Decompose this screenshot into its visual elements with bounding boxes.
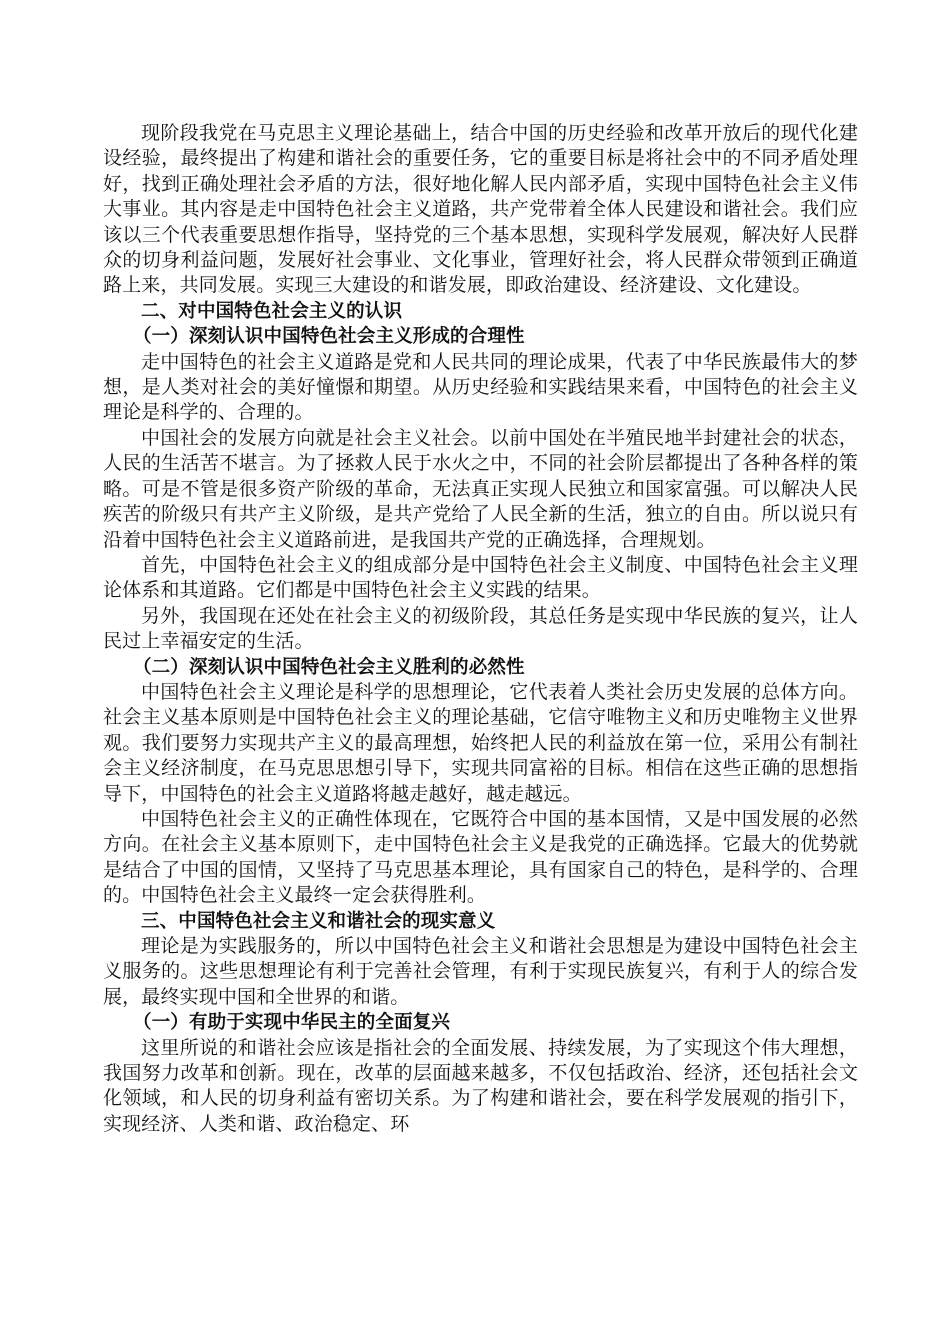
paragraph: 中国特色社会主义的正确性体现在，它既符合中国的基本国情，又是中国发展的必然方向。在社会主义基本原则下，走中国特色社会主义是我党的正确选择。它最大的优势就是结合了中国的国情，又坚持了马克思基本理论，具有国家自己的特色，是科学的、合理的。中国特色社会主义最终一定会获得胜利。 bbox=[103, 807, 858, 907]
paragraph: 这里所说的和谐社会应该是指社会的全面发展、持续发展，为了实现这个伟大理想，我国努力改革和创新。现在，改革的层面越来越多，不仅包括政治、经济，还包括社会文化领域，和人民的切身利益有密切关系。为了构建和谐社会，要在科学发展观的指引下，实现经济、人类和谐、政治稳定、环 bbox=[103, 1036, 858, 1135]
document-body bbox=[103, 121, 858, 1137]
section-heading-3: 三、中国特色社会主义和谐社会的现实意义 bbox=[141, 910, 496, 932]
paragraph: 理论是为实践服务的，所以中国特色社会主义和谐社会思想是为建设中国特色社会主义服务的。这些思想理论有利于完善社会管理，有利于实现民族复兴，有利于人的综合发展，最终实现中国和全世界的和谐。 bbox=[103, 935, 858, 1008]
paragraph: 中国特色社会主义理论是科学的思想理论，它代表着人类社会历史发展的总体方向。社会主义基本原则是中国特色社会主义的理论基础，它信守唯物主义和历史唯物主义世界观。我们要努力实现共产主义的最高理想，始终把人民的利益放在第一位，采用公有制社会主义经济制度，在马克思思想引导下，实现共同富裕的目标。相信在这些正确的思想指导下，中国特色的社会主义道路将越走越好，越走越远。 bbox=[103, 680, 858, 805]
subsection-heading-2-1: （一）深刻认识中国特色社会主义形成的合理性 bbox=[133, 326, 525, 348]
section-heading-2: 二、对中国特色社会主义的认识 bbox=[141, 300, 403, 322]
subsection-heading-2-2: （二）深刻认识中国特色社会主义胜利的必然性 bbox=[133, 656, 525, 678]
paragraph: 走中国特色的社会主义道路是党和人民共同的理论成果，代表了中华民族最伟大的梦想，是人类对社会的美好憧憬和期望。从历史经验和实践结果来看，中国特色的社会主义理论是科学的、合理的。 bbox=[103, 350, 858, 424]
paragraph: 另外，我国现在还处在社会主义的初级阶段，其总任务是实现中华民族的复兴，让人民过上幸福安定的生活。 bbox=[103, 604, 858, 653]
subsection-heading-3-1: （一）有助于实现中华民主的全面复兴 bbox=[133, 1012, 451, 1034]
paragraph: 首先，中国特色社会主义的组成部分是中国特色社会主义制度、中国特色社会主义理论体系和其道路。它们都是中国特色社会主义实践的结果。 bbox=[103, 553, 858, 602]
paragraph-intro: 现阶段我党在马克思主义理论基础上，结合中国的历史经验和改革开放后的现代化建设经验，最终提出了构建和谐社会的重要任务，它的重要目标是将社会中的不同矛盾处理好，找到正确处理社会矛盾的方法，很好地化解人民内部矛盾，实现中国特色社会主义伟大事业。其内容是走中国特色社会主义道路，共产党带着全体人民建设和谐社会。我们应该以三个代表重要思想作指导，坚持党的三个基本思想，实现科学发展观，解决好人民群众的切身利益问题，发展好社会事业、文化事业，管理好社会，将人民群众带领到正确道路上来，共同发展。实现三大建设的和谐发展，即政治建设、经济建设、文化建设。 bbox=[103, 122, 858, 297]
paragraph: 中国社会的发展方向就是社会主义社会。以前中国处在半殖民地半封建社会的状态，人民的生活苦不堪言。为了拯救人民于水火之中，不同的社会阶层都提出了各种各样的策略。可是不管是很多资产阶级的革命，无法真正实现人民独立和国家富强。可以解决人民疾苦的阶级只有共产主义阶级，是共产党给了人民全新的生活，独立的自由。所以说只有沿着中国特色社会主义道路前进，是我国共产党的正确选择，合理规划。 bbox=[103, 426, 858, 551]
